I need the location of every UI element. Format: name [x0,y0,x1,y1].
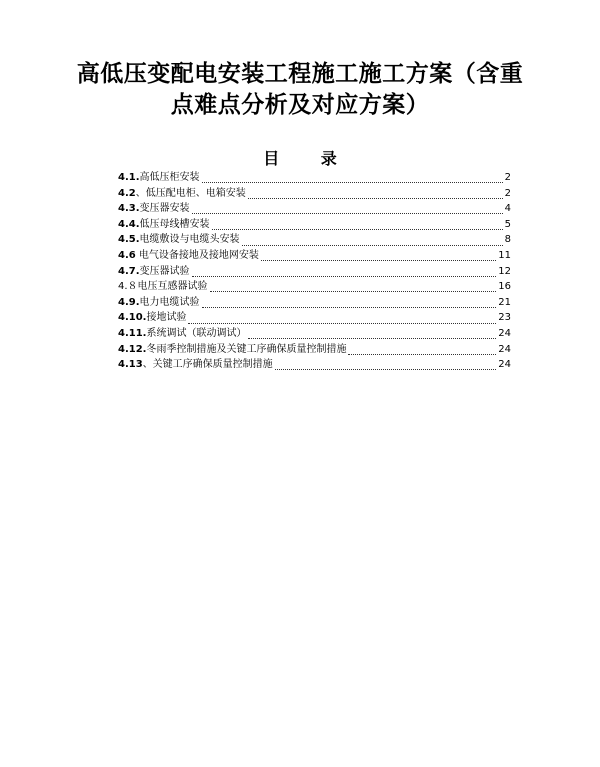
table-of-contents [118,170,511,373]
toc-leader-dots [192,266,497,277]
toc-entry-label [118,279,208,295]
toc-entry-label [118,170,200,186]
toc-page-number: 21 [498,296,511,308]
toc-entry[interactable] [118,248,511,264]
toc-entry-number: 4.11. [118,327,147,339]
toc-page-number: 11 [498,249,511,261]
toc-leader-dots [210,281,497,292]
toc-entry-number: 4.12. [118,343,147,355]
toc-entry-text: 电气设备接地及接地网安装 [135,249,259,261]
toc-entry-label [118,310,186,326]
toc-entry[interactable] [118,186,511,202]
toc-leader-dots [188,313,496,324]
toc-page-number: 4 [504,203,511,215]
toc-entry[interactable] [118,279,511,295]
toc-leader-dots [261,250,496,261]
title-line-1: 高低压变配电安装工程施工施工方案（含重 [76,60,524,87]
toc-page-number: 5 [504,218,511,230]
toc-entry-text: 、低压配电柜、电箱安装 [135,187,246,199]
toc-page-number: 24 [498,327,511,339]
toc-entry-number: 4.2 [118,187,136,199]
toc-entry[interactable] [118,201,511,217]
toc-entry-text: 变压器试验 [139,265,190,277]
toc-entry-label [118,357,273,373]
toc-page-number: 2 [504,172,511,183]
toc-entry-number: 4.4. [118,218,140,230]
toc-entry-text: 4.８电压互感器试验 [118,281,208,293]
toc-entry[interactable] [118,295,511,311]
toc-entry-text: 高低压柜安装 [139,172,200,183]
toc-entry-label [118,326,246,342]
toc-leader-dots [212,219,503,230]
toc-leader-dots [275,359,497,370]
toc-entry[interactable] [118,264,511,280]
toc-entry-number: 4.3. [118,203,140,215]
toc-entry[interactable] [118,357,511,373]
toc-leader-dots [248,328,496,339]
toc-entry-label [118,248,259,264]
toc-entry-text: 低压母线槽安装 [139,218,210,230]
toc-page-number: 2 [504,187,511,199]
toc-entry-text: 冬雨季控制措施及关键工序确保质量控制措施 [146,343,347,355]
toc-entry[interactable] [118,326,511,342]
toc-page-number: 23 [498,312,511,324]
toc-entry-label [118,186,246,202]
toc-leader-dots [192,203,503,214]
toc-entry-label [118,217,210,233]
toc-entry-number: 4.1. [118,172,140,183]
toc-leader-dots [248,188,503,199]
toc-entry-text: 变压器安装 [139,203,190,215]
toc-entry[interactable] [118,170,511,186]
toc-entry-label [118,201,190,217]
document-title [70,58,530,120]
toc-entry-text: 电缆敷设与电缆头安装 [139,234,240,246]
toc-entry[interactable] [118,232,511,248]
toc-entry-number: 4.7. [118,265,140,277]
title-line-2: 点难点分析及对应方案） [170,91,430,118]
toc-entry-number: 4.6 [118,249,136,261]
toc-entry-label [118,342,346,358]
toc-entry-text: 接地试验 [146,312,187,324]
toc-entry-number: 4.13 [118,359,143,371]
toc-page-number: 16 [498,281,511,293]
toc-page-number: 24 [498,359,511,371]
toc-entry-label [118,264,190,280]
toc-entry-number: 4.10. [118,312,147,324]
toc-entry-label [118,295,200,311]
toc-entry-text: 电力电缆试验 [139,296,200,308]
toc-entry[interactable] [118,342,511,358]
toc-entry-text: 系统调试（联动调试） [146,327,247,339]
toc-entry-label [118,232,240,248]
toc-entry-number: 4.9. [118,296,140,308]
toc-entry[interactable] [118,310,511,326]
toc-page-number: 12 [498,265,511,277]
toc-leader-dots [202,297,497,308]
toc-page-number: 8 [504,234,511,246]
toc-heading: 目 录 [263,149,355,168]
toc-page-number: 24 [498,343,511,355]
toc-entry-text: 、关键工序确保质量控制措施 [142,359,273,371]
toc-entry[interactable] [118,217,511,233]
toc-leader-dots [202,172,503,183]
toc-entry-number: 4.5. [118,234,140,246]
toc-leader-dots [348,344,496,355]
toc-leader-dots [242,235,503,246]
